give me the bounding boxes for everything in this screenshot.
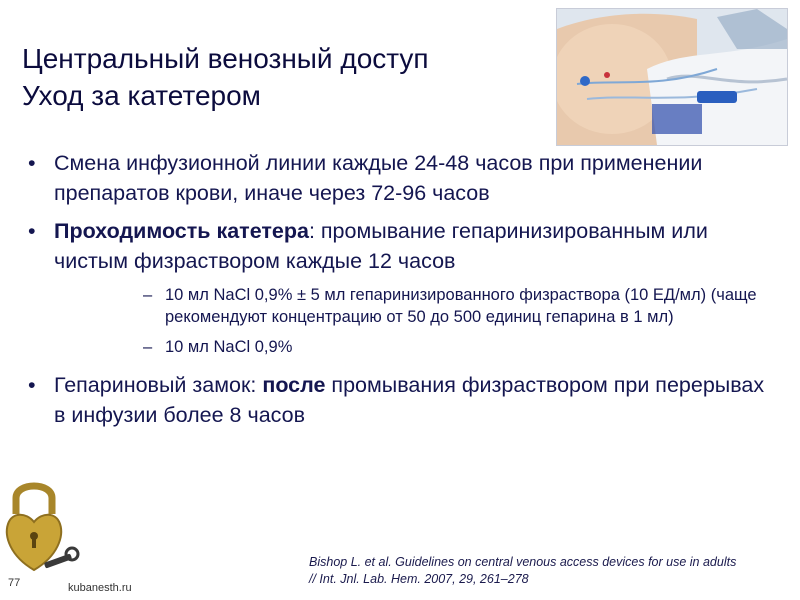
slide-title [22,40,429,114]
bullet-text: : промывание гепаринизированным или чистым физраствором каждые 12 часов [54,219,708,273]
bullet-infusion-line [28,148,774,208]
padlock-key-icon [0,474,80,582]
sub-bullet-heparin-solution [143,284,774,328]
bullet-marker: • [28,151,36,175]
catheter-photo-illustration [557,9,787,145]
sub-bullet-text: 10 мл NaCl 0,9% [165,338,293,356]
bullet-text: Смена инфузионной линии каждые 24-48 часов при применении препаратов крови, иначе через 72-96 часов [54,151,703,205]
sub-bullet-text: 10 мл NaCl 0,9% ± 5 мл гепаринизированного физраствора (10 ЕД/мл) (чаще рекомендуют концентрацию от 50 до 500 единиц гепарина в 1 мл) [165,286,757,326]
slide-body [28,148,774,438]
page-number: 77 [8,577,21,589]
bullet-text: Гепариновый замок: [54,373,263,397]
sub-bullet-marker: – [143,286,153,304]
catheter-photo [556,8,788,146]
padlock-icon [0,474,80,582]
sub-bullet-marker: – [143,338,153,356]
bullet-bold-text: после [262,373,326,397]
bullet-bold-text: Проходимость катетера [54,219,309,243]
sub-bullet-saline [143,336,774,358]
title-line-2: Уход за катетером [22,80,261,111]
bullet-marker: • [28,219,36,243]
citation-line-2: // Int. Jnl. Lab. Hem. 2007, 29, 261–278 [309,572,529,586]
citation-line-1: Bishop L. et al. Guidelines on central venous access devices for use in adults [309,555,737,569]
bullet-marker: • [28,373,36,397]
bullet-catheter-patency [28,216,774,276]
bullet-heparin-lock [28,370,774,430]
bullet-text: промывания физраствором при перерывах в инфузии более 8 часов [54,373,765,427]
title-line-1: Центральный венозный доступ [22,43,429,74]
site-label: kubanesth.ru [68,582,132,594]
citation [309,554,779,588]
